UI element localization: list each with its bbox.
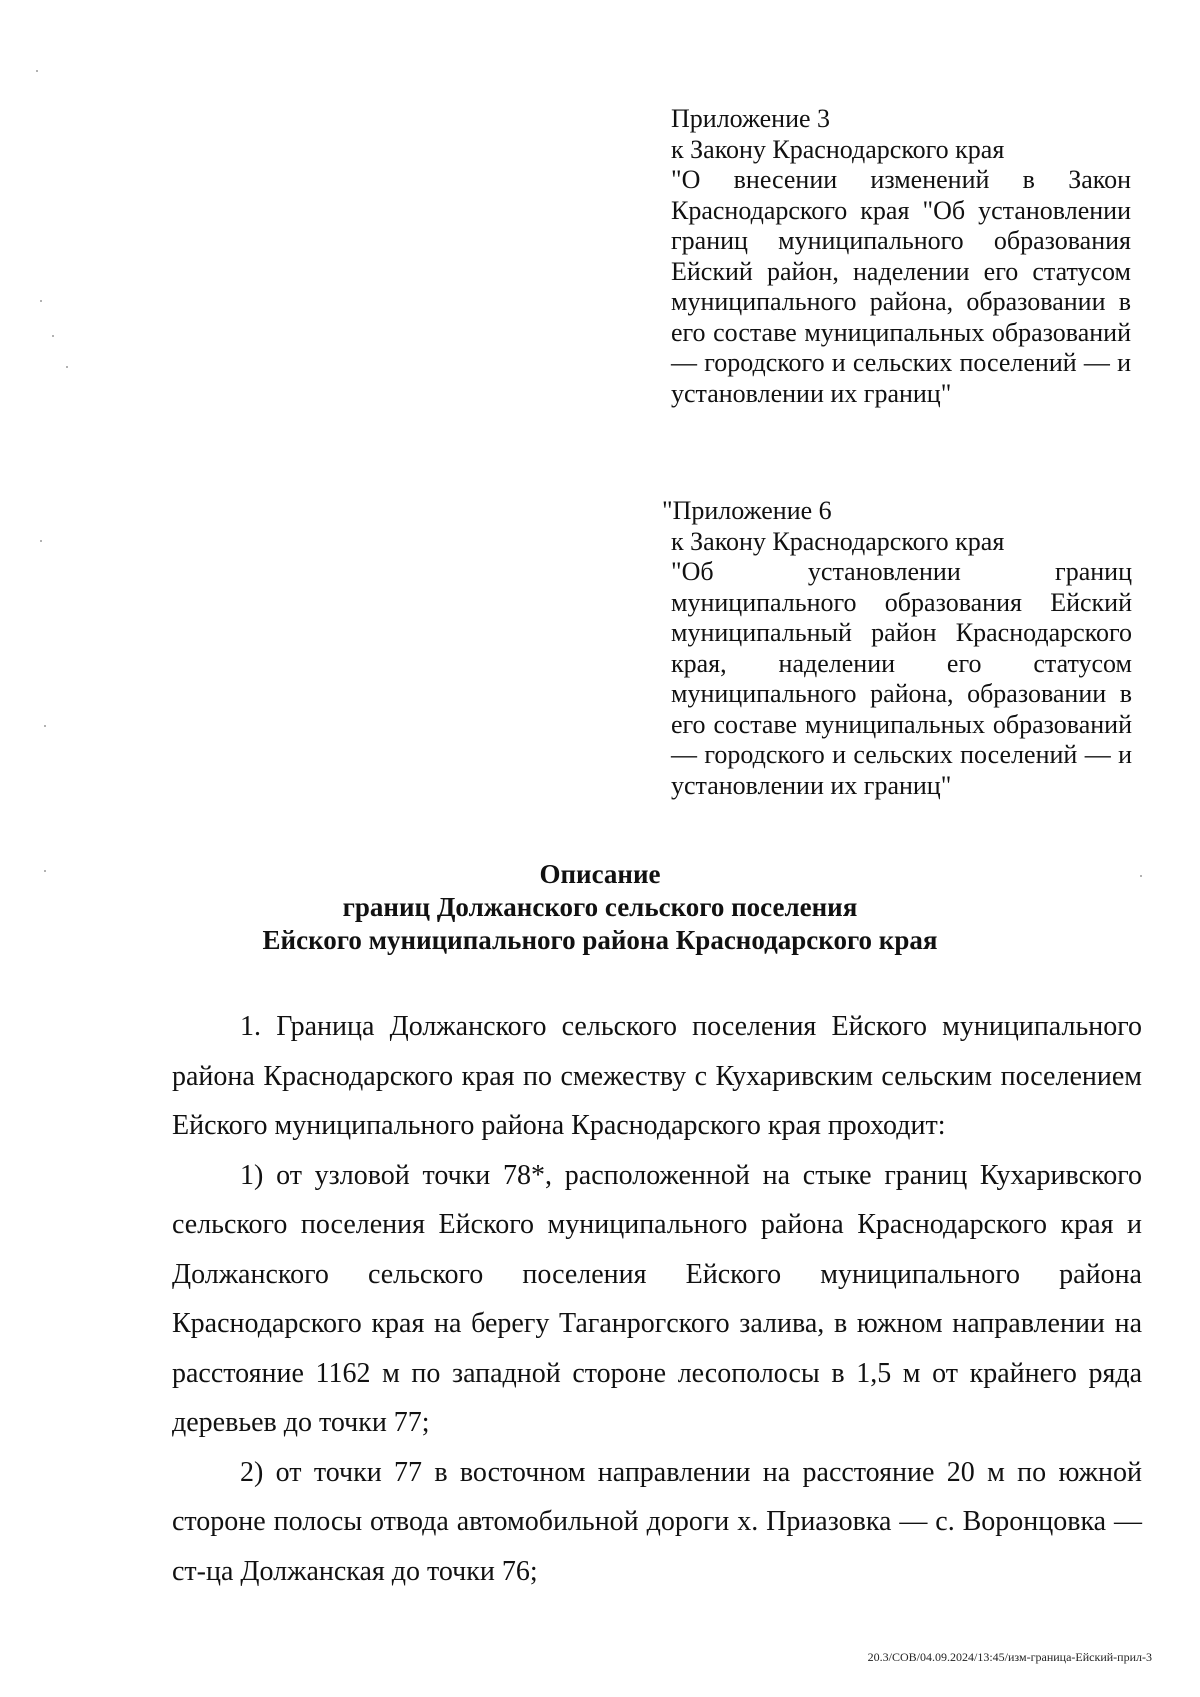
appendix-6-law-reference: к Закону Краснодарского края bbox=[671, 526, 1005, 556]
appendix-3-number: Приложение 3 bbox=[671, 104, 831, 133]
scan-speck bbox=[52, 335, 54, 337]
document-title bbox=[150, 858, 1050, 957]
scan-speck bbox=[40, 540, 42, 542]
appendix-6-number: "Приложение 6 bbox=[662, 496, 832, 525]
body-paragraph-3: 2) от точки 77 в восточном направлении на расстояние 20 м по южной стороне полосы отвода автомобильной дороги х. Приазовка — с. Воронцовка — ст-ца Должанская до точки 76; bbox=[172, 1456, 1142, 1587]
appendix-6-law-title: "Об установлении границ муниципального образования Ейский муниципальный район Краснодарского края, наделении его статусом муниципального района, образовании в его составе муниципальных образований — городского и сельских поселений — и установлении их границ" bbox=[671, 557, 1132, 800]
scan-speck bbox=[44, 870, 46, 872]
document-body bbox=[172, 1002, 1142, 1596]
scan-speck bbox=[36, 70, 38, 72]
title-line-3: Ейского муниципального района Краснодарского края bbox=[262, 925, 938, 955]
appendix-6-header bbox=[662, 496, 1132, 801]
appendix-3-header bbox=[671, 104, 1131, 409]
scan-speck bbox=[66, 366, 68, 368]
scan-speck bbox=[1140, 875, 1142, 877]
scan-speck bbox=[44, 725, 46, 727]
body-paragraph-2: 1) от узловой точки 78*, расположенной на стыке границ Кухаривского сельского поселения Ейского муниципального района Краснодарского края и Должанского сельского поселения Ейского муниципального района Краснодарского края на берегу Таганрогского залива, в южном направлении на расстояние 1162 м по западной стороне лесополосы в 1,5 м от крайнего ряда деревьев до точки 77; bbox=[172, 1159, 1142, 1438]
title-line-1: Описание bbox=[539, 859, 661, 889]
document-footer-code: 20.3/СОВ/04.09.2024/13:45/изм-граница-Ейский-прил-3 bbox=[867, 1650, 1152, 1664]
appendix-3-law-title: "О внесении изменений в Закон Краснодарского края "Об установлении границ муниципального образования Ейский район, наделении его статусом муниципального района, образовании в его составе муниципальных образований — городского и сельских поселений — и установлении их границ" bbox=[671, 165, 1131, 408]
title-line-2: границ Должанского сельского поселения bbox=[342, 892, 858, 922]
scan-speck bbox=[40, 300, 42, 302]
body-paragraph-1: 1. Граница Должанского сельского поселения Ейского муниципального района Краснодарского края по смежеству с Кухаривским сельским поселением Ейского муниципального района Краснодарского края проходит: bbox=[172, 1011, 1142, 1141]
appendix-3-law-reference: к Закону Краснодарского края bbox=[671, 134, 1005, 164]
